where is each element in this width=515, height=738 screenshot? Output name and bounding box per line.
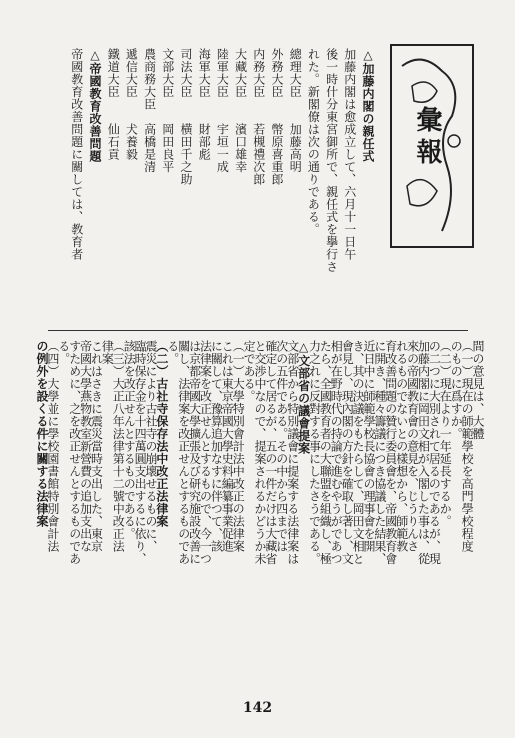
text-column: （二）現在より一年延長するか。 — [438, 340, 453, 528]
text-column: の例外を設くる件に關する法律案 — [35, 340, 49, 528]
text-column: のものに爲すか。 — [449, 340, 464, 440]
text-column: は京都帝國大學擴張及び研究施設改善に — [187, 340, 202, 565]
text-column: れた。新閣僚は次の通りである。 — [306, 48, 321, 236]
text-column: 文部省から特別議會に提案する法律案は — [285, 340, 300, 565]
text-column: 臨時保存金を十四萬圓支出するに依り、 — [133, 340, 148, 565]
text-column: たら、全國教育者の大聯盟を組織し、極 — [318, 340, 333, 565]
text-column: 陸軍大臣 宇垣一成 — [215, 48, 230, 173]
text-column: 來の帝國教育會の意見を、じうりんさ — [405, 340, 420, 553]
text-column: 相が在野時代の持論で進むやうがであつ — [329, 340, 344, 565]
text-column: 間の意見は、大體 — [471, 340, 485, 440]
text-column: 震災により古社寺の崩壞せるものに、 — [144, 340, 158, 553]
text-column: 遞信大臣 犬養毅 — [124, 48, 139, 161]
text-column: （三）大正八年法律第十二號中改正法 — [111, 340, 126, 553]
text-column: 海軍大臣 財部彪 — [197, 48, 212, 161]
section-title: 彙報 — [412, 106, 442, 170]
section-divider — [48, 330, 468, 331]
text-column: 該法を改正せんとするものである。 — [122, 340, 137, 540]
text-column: （四）大學並に學校園書館特別會計法 — [45, 340, 60, 553]
text-column: 司法大臣 横田千之助 — [179, 48, 193, 186]
text-column: （一）現在の師範學校を高門學校程度 — [460, 340, 475, 553]
text-column: （一）大學特別會計法中改正の法律案 — [231, 340, 246, 553]
text-column: 鐵道大臣 仙石貢 — [106, 48, 121, 161]
text-column: これは東京帝國大學史料編纂事業促進 — [220, 340, 235, 553]
text-column: （二）古社寺保存法中改正法律案 — [154, 340, 169, 528]
text-column: に關して、豫算追加なすに伴つて、該 — [209, 340, 224, 553]
text-column: 關し、法律案を改正せんとするものであ — [176, 340, 191, 565]
text-column: と交渉中なので、提案されるかどうか未 — [253, 340, 267, 565]
text-column: 律案 — [100, 340, 115, 365]
text-column: 大藏大臣 濱口雄幸 — [233, 48, 248, 173]
text-column: 文部大臣 岡田良平 — [160, 48, 175, 173]
text-column: 後一時什分東宮御所で、親任式を擧行さ — [324, 48, 339, 273]
text-column: 定である。 — [242, 340, 257, 403]
page-number: 142 — [242, 700, 273, 716]
text-column: 確定して居るが、五の一件だけは大藏省 — [263, 340, 278, 565]
text-column: 加藤内閣に岡田文相が入閣した事は、從 — [416, 340, 431, 565]
text-column: き、其の決議をもたらして、岡田文相と — [351, 340, 366, 565]
text-column: の二つに大別されて居るのであるが、現 — [427, 340, 442, 565]
text-column: 帝國大學燕物教室新營費の追加支出な — [78, 340, 93, 553]
text-column: 會見し、現內閣の方針を確取し著し、文 — [340, 340, 355, 565]
text-column: 近日中に師範學校長協會の理事會を開 — [362, 340, 376, 553]
text-column: 育改善問題の贊行委員會を、帝國教育會 — [383, 340, 398, 565]
text-column: △加藤内閣の親任式 — [361, 48, 375, 163]
text-column: 帝國教育改善問題に關しては、教育者 — [69, 48, 84, 261]
text-column: 農商務大臣 高橋是清 — [142, 48, 157, 173]
text-column: る。 — [165, 340, 180, 365]
text-column: に開き、種々籌議につき協議した結果、 — [372, 340, 387, 565]
text-column: れるものでないとの樣想から、師範教 — [394, 340, 409, 553]
text-column: これはさきに震災當時支出した、東京 — [89, 340, 104, 553]
text-column: すために、之を改正せんとするものであ — [67, 340, 82, 565]
text-column: 法律案を改正せんとするもので、今一つ — [198, 340, 213, 565]
text-column: 總理大臣 加藤高明 — [288, 48, 303, 173]
text-column: 力之れに反對する事にしたさうである。 — [307, 340, 322, 565]
text-column: 外務大臣 幣原喜重郎 — [270, 48, 284, 186]
text-column: 次の五件である。その中から四までは — [274, 340, 289, 553]
section-emblem — [390, 44, 474, 248]
text-column: 加藤内閣は愈成立して、六月十一日午 — [342, 48, 357, 261]
text-column: △帝國教育改善問題 — [88, 48, 102, 163]
text-column: 内務大臣 若槻禮次郎 — [251, 48, 266, 186]
text-column: る。 — [56, 340, 71, 365]
text-column: △文部省の議會提案 — [296, 340, 311, 455]
